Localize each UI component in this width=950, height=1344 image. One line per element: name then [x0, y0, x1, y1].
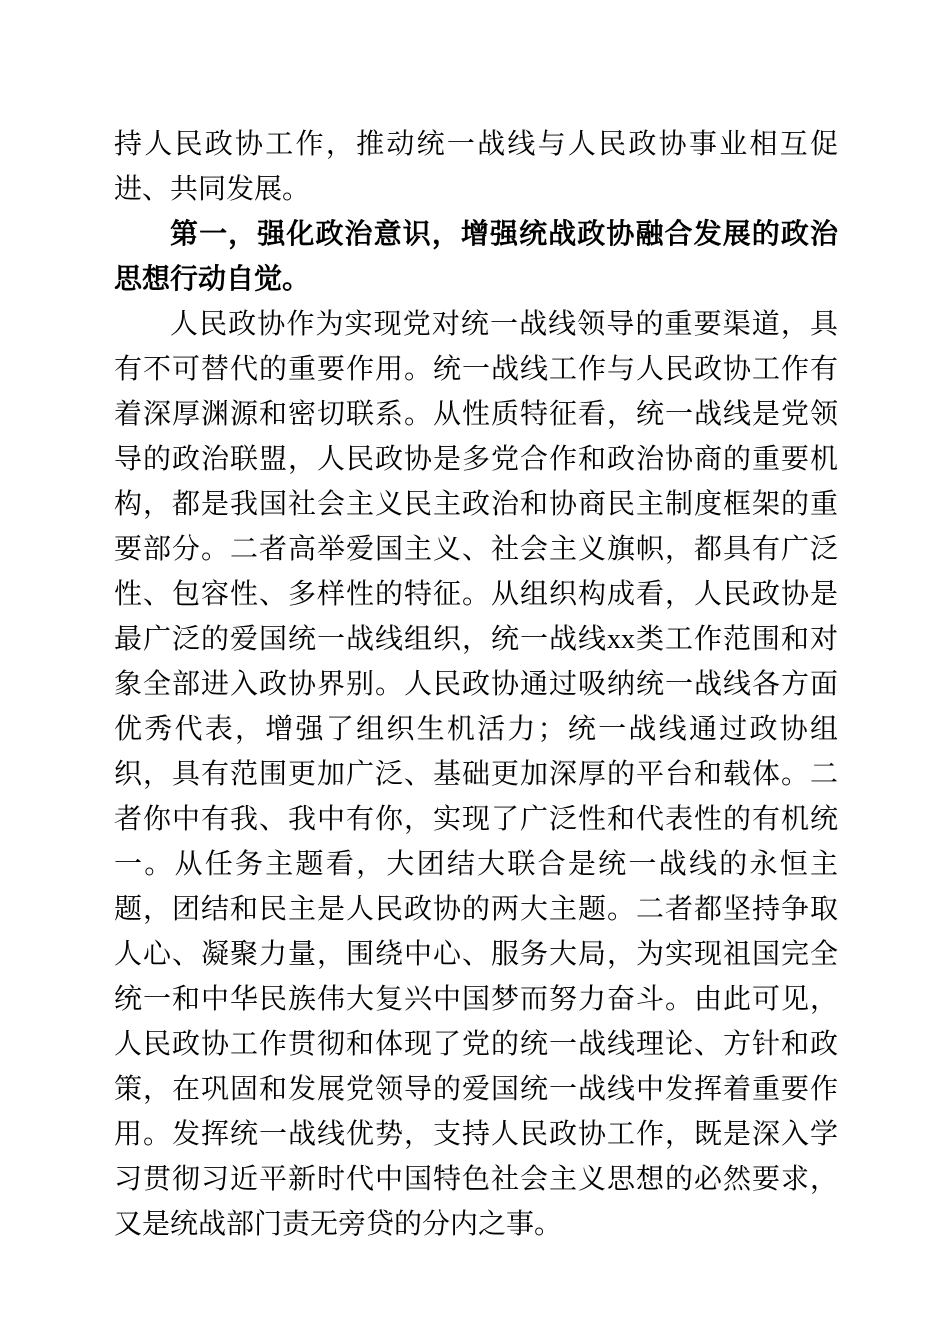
body-paragraph-continuation: 持人民政协工作，推动统一战线与人民政协事业相互促进、共同发展。 — [114, 129, 838, 205]
section-heading: 第一，强化政治意识，增强统战政协融合发展的政治思想行动自觉。 — [114, 219, 838, 295]
body-paragraph: 人民政协作为实现党对统一战线领导的重要渠道，具有不可替代的重要作用。统一战线工作与人民政协工作有着深厚渊源和密切联系。从性质特征看，统一战线是党领导的政治联盟，人民政协是多党合作和政治协商的重要机构，都是我国社会主义民主政治和协商民主制度框架的重要部分。二者高举爱国主义、社会主义旗帜，都具有广泛性、包容性、多样性的特征。从组织构成看，人民政协是最广泛的爱国统一战线组织，统一战线xx类工作范围和对象全部进入政协界别。人民政协通过吸纳统一战线各方面优秀代表，增强了组织生机活力；统一战线通过政协组织，具有范围更加广泛、基础更加深厚的平台和载体。二者你中有我、我中有你，实现了广泛性和代表性的有机统一。从任务主题看，大团结大联合是统一战线的永恒主题，团结和民主是人民政协的两大主题。二者都坚持争取人心、凝聚力量，围绕中心、服务大局，为实现祖国完全统一和中华民族伟大复兴中国梦而努力奋斗。由此可见，人民政协工作贯彻和体现了党的统一战线理论、方针和政策，在巩固和发展党领导的爱国统一战线中发挥着重要作用。发挥统一战线优势，支持人民政协工作，既是深入学习贯彻习近平新时代中国特色社会主义思想的必然要求，又是统战部门责无旁贷的分内之事。 — [114, 309, 838, 1240]
